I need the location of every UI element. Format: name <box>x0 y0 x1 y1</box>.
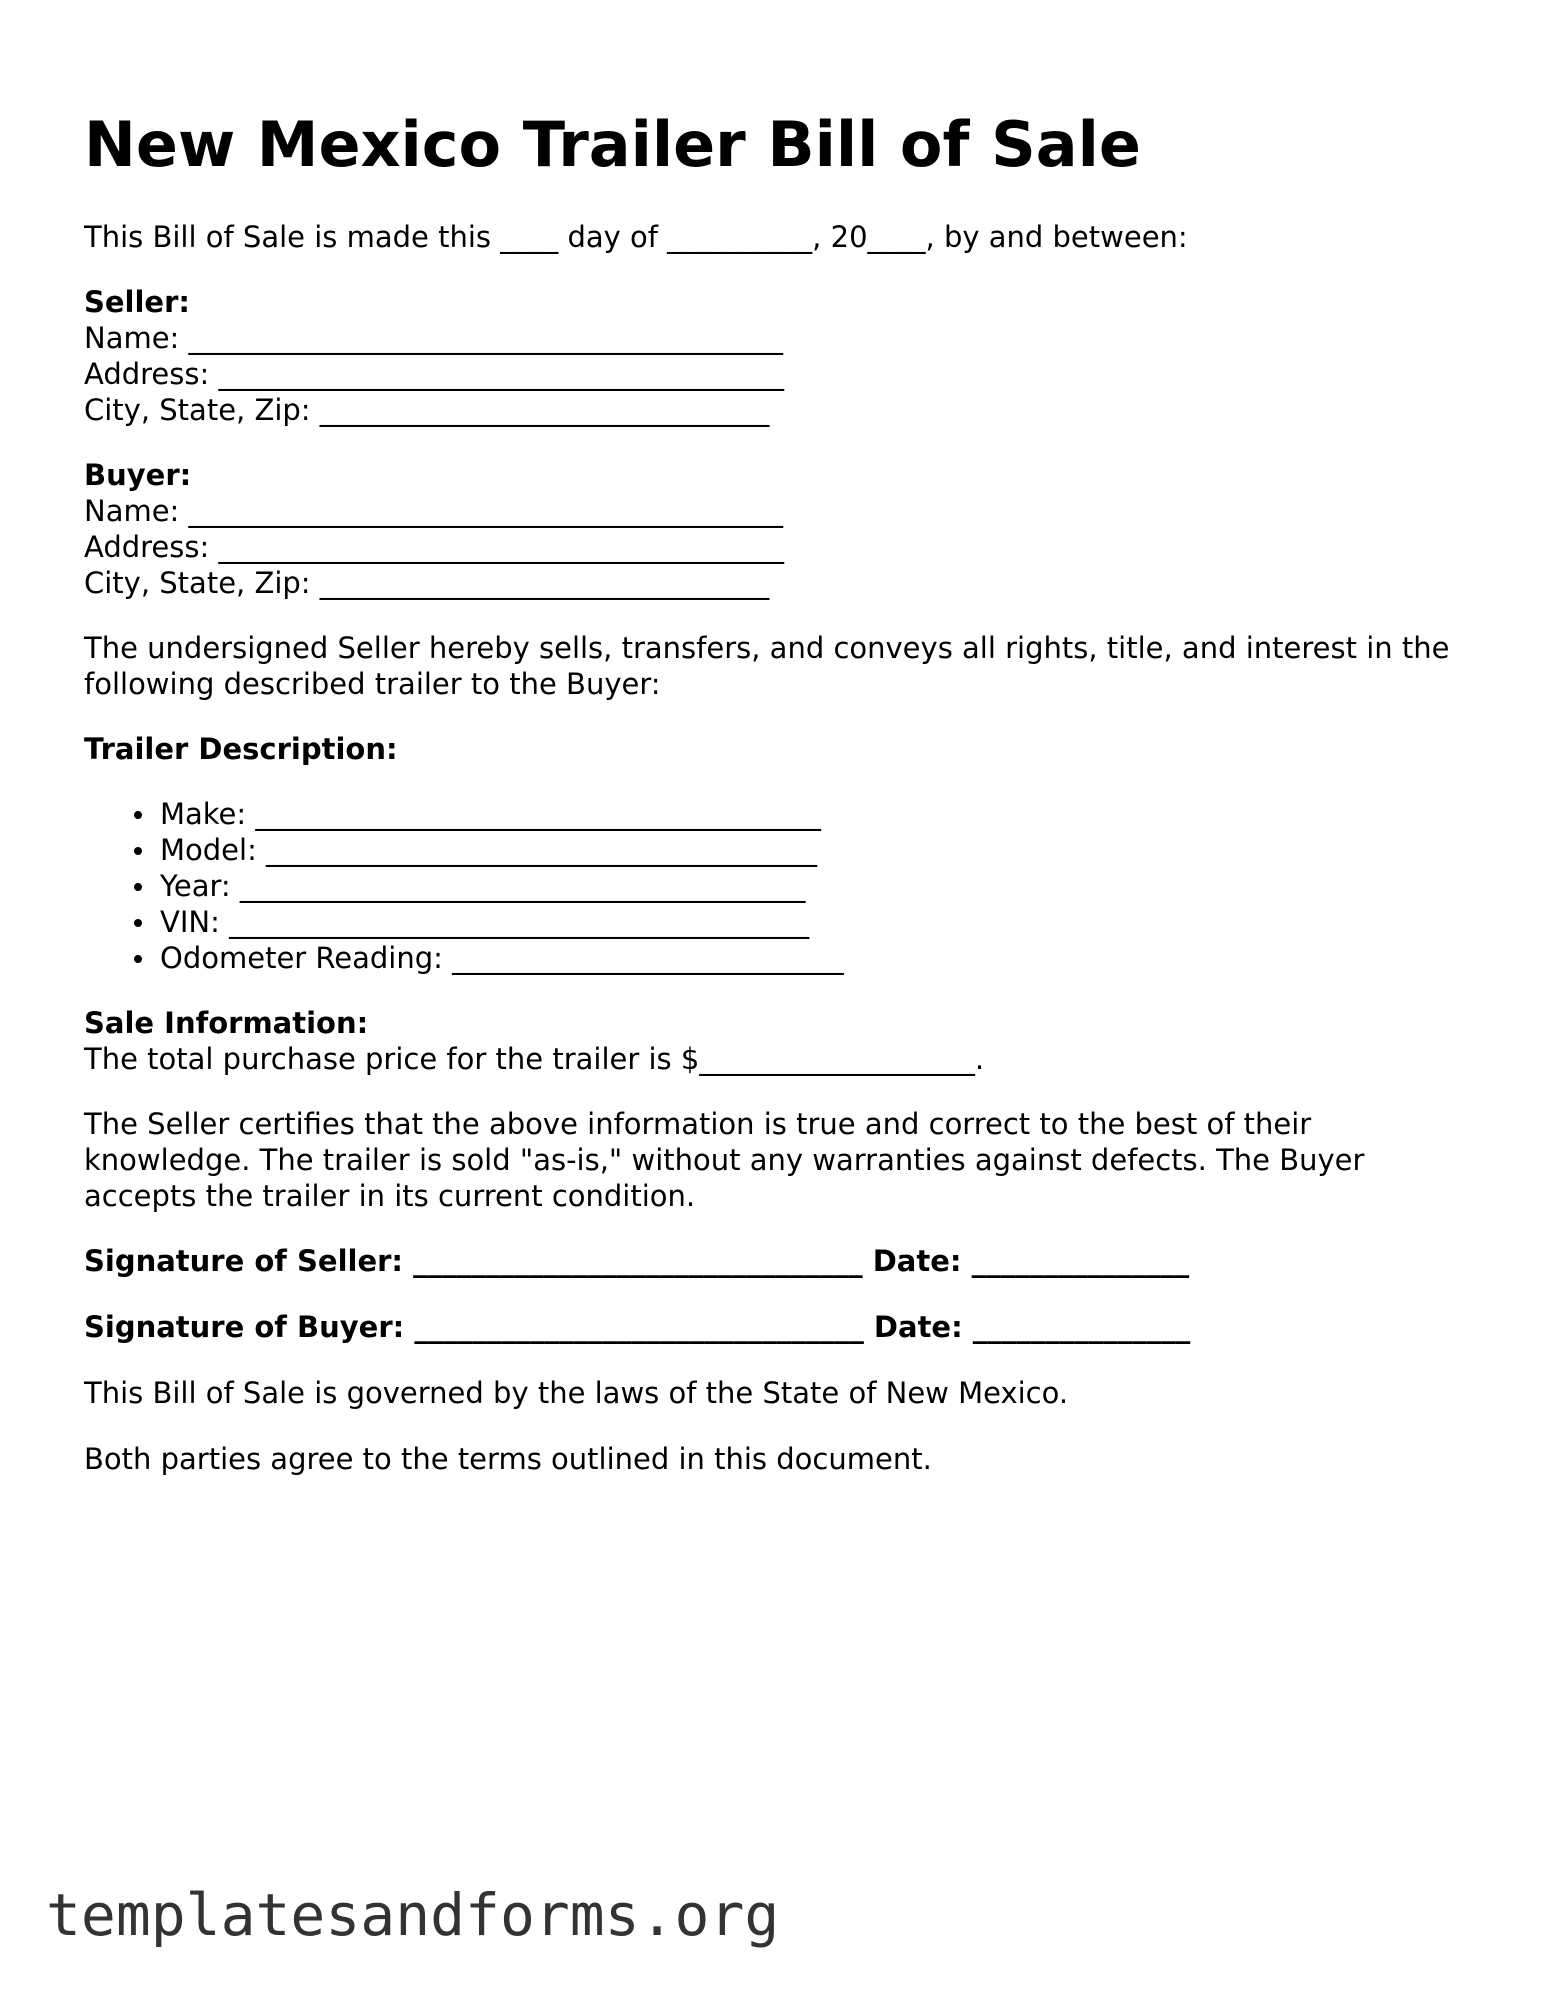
seller-heading: Seller: <box>84 285 191 319</box>
sale-information-heading: Sale Information: <box>84 1006 369 1040</box>
agreement-line: Both parties agree to the terms outlined in this document. <box>84 1442 932 1476</box>
trailer-description-heading: Trailer Description: <box>84 732 398 766</box>
trailer-year-item: Year: _______________________________________ <box>160 868 844 904</box>
trailer-description-list <box>84 796 844 976</box>
seller-address-field: Address: _______________________________________ <box>84 357 784 391</box>
transfer-paragraph: The undersigned Seller hereby sells, transfers, and conveys all rights, title, and interest in the following described trailer to the Buyer: <box>84 631 1450 701</box>
buyer-address-field: Address: _______________________________________ <box>84 530 784 564</box>
buyer-name-field: Name: _________________________________________ <box>84 494 784 528</box>
trailer-odometer-item: Odometer Reading: ___________________________ <box>160 941 844 975</box>
purchase-price-line: The total purchase price for the trailer is $___________________. <box>84 1042 985 1076</box>
seller-section <box>84 284 784 428</box>
governing-law-line: This Bill of Sale is governed by the laws of the State of New Mexico. <box>84 1376 1069 1410</box>
buyer-city-field: City, State, Zip: _______________________________ <box>84 566 770 600</box>
buyer-heading: Buyer: <box>84 458 192 492</box>
certification-paragraph: The Seller certifies that the above information is true and correct to the best of their knowledge. The trailer is sold "as-is," without any warranties against defects. The Buyer accepts the trailer in its current condition. <box>84 1107 1365 1213</box>
seller-city-field: City, State, Zip: _______________________________ <box>84 393 770 427</box>
buyer-signature-line: Signature of Buyer: _______________________________ Date: _______________ <box>84 1310 1191 1344</box>
intro-line: This Bill of Sale is made this ____ day of __________, 20____, by and between: <box>84 220 1188 254</box>
seller-name-field: Name: _________________________________________ <box>84 321 784 355</box>
trailer-make-item: Make: _______________________________________ <box>160 796 844 832</box>
watermark-text: templatesandforms.org <box>46 1881 780 1949</box>
sale-information-section <box>84 1005 984 1077</box>
seller-signature-line: Signature of Seller: _______________________________ Date: _______________ <box>84 1244 1190 1278</box>
trailer-vin-item: VIN: ________________________________________ <box>160 904 844 940</box>
trailer-model-item: Model: ______________________________________ <box>160 832 844 868</box>
buyer-section <box>84 457 784 601</box>
document-title: New Mexico Trailer Bill of Sale <box>84 108 1141 181</box>
